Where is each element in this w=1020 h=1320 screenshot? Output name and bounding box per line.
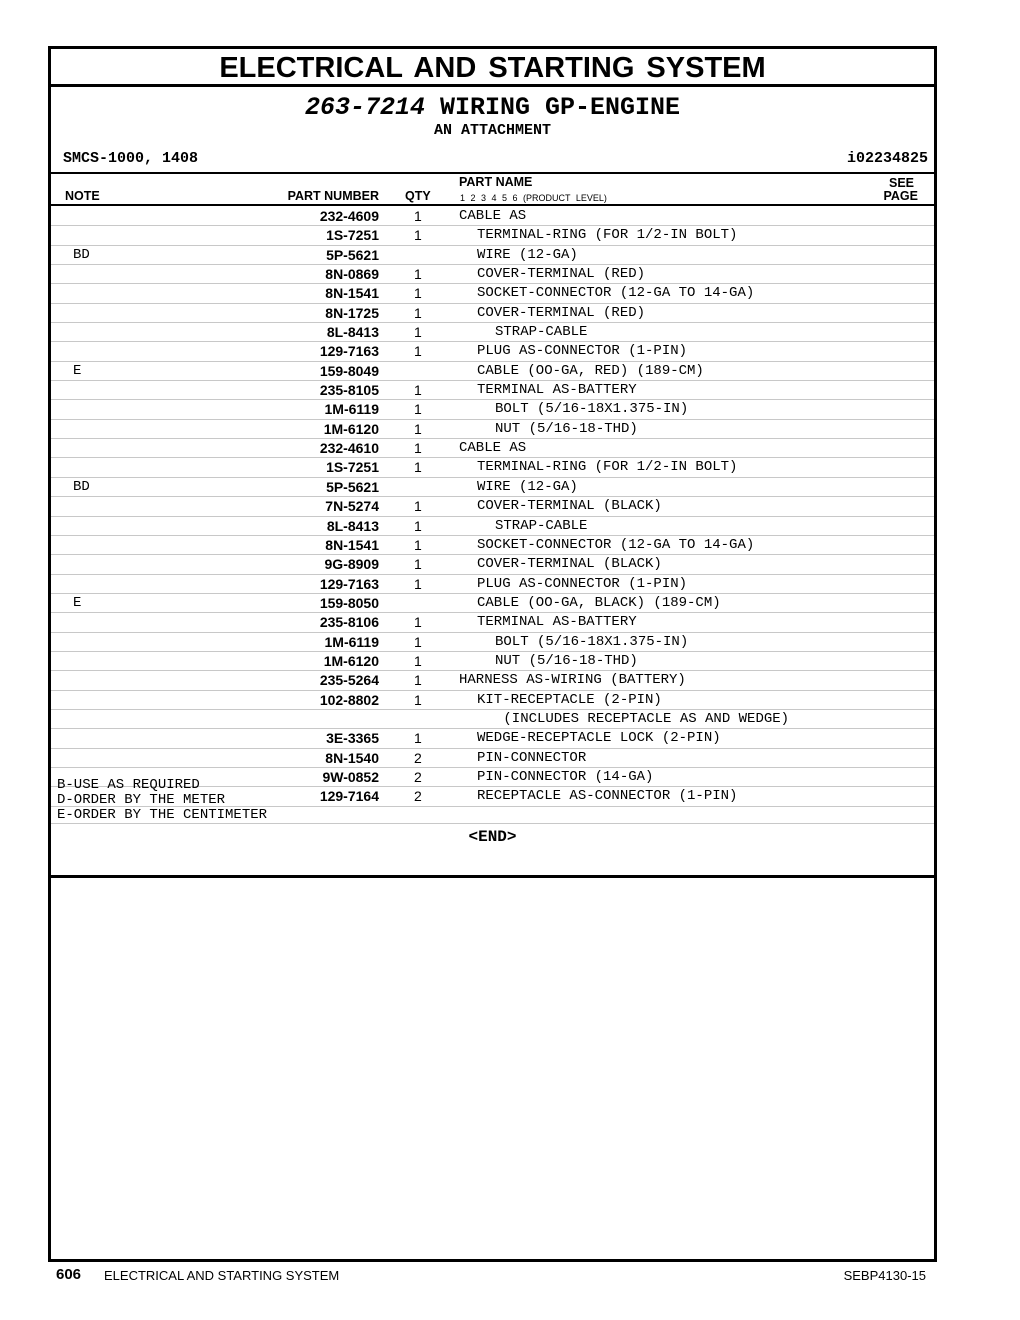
row-note: BD [73, 246, 90, 263]
row-part-number: 9G-8909 [324, 556, 379, 573]
row-qty: 1 [414, 556, 422, 573]
section-title: ELECTRICAL AND STARTING SYSTEM [51, 49, 934, 87]
row-part-name: BOLT (5/16-18X1.375-IN) [495, 401, 689, 418]
table-row [51, 478, 934, 497]
table-row [51, 381, 934, 400]
table-row [51, 226, 934, 245]
row-part-name: KIT-RECEPTACLE (2-PIN) [477, 691, 662, 708]
row-note: E [73, 362, 82, 379]
row-note: E [73, 594, 82, 611]
row-qty: 1 [414, 266, 422, 283]
row-qty: 1 [414, 285, 422, 302]
column-header-part-number: PART NUMBER [287, 189, 379, 203]
table-row [51, 497, 934, 516]
header-bottom-rule [51, 204, 934, 206]
row-part-name: CABLE AS [459, 208, 527, 224]
table-row [51, 536, 934, 555]
row-part-number: 7N-5274 [325, 498, 379, 515]
row-part-number: 232-4609 [319, 208, 379, 224]
row-part-name: TERMINAL-RING (FOR 1/2-IN BOLT) [477, 227, 738, 244]
row-part-name: PLUG AS-CONNECTOR (1-PIN) [477, 343, 688, 360]
row-qty: 1 [414, 343, 422, 360]
table-row [51, 304, 934, 323]
table-row [51, 439, 934, 458]
row-qty: 1 [414, 517, 422, 534]
notes-list [57, 778, 267, 823]
row-part-number: 129-7164 [319, 788, 379, 805]
row-qty: 1 [414, 420, 422, 437]
row-part-name: COVER-TERMINAL (RED) [477, 304, 646, 321]
parts-table [51, 207, 934, 807]
row-part-number: 159-8049 [319, 362, 379, 379]
row-qty: 1 [414, 324, 422, 341]
group-title [51, 94, 934, 122]
group-subtitle: AN ATTACHMENT [433, 122, 552, 139]
table-row [51, 400, 934, 419]
row-part-name: COVER-TERMINAL (BLACK) [477, 556, 662, 573]
table-row [51, 420, 934, 439]
row-part-name: SOCKET-CONNECTOR (12-GA TO 14-GA) [477, 536, 755, 553]
table-row [51, 362, 934, 381]
row-part-number: 1M-6119 [324, 633, 379, 650]
column-header-qty: QTY [405, 189, 431, 203]
table-row [51, 246, 934, 265]
column-header-part-name: PART NAME [459, 175, 533, 189]
row-part-number: 129-7163 [319, 575, 379, 592]
row-part-number: 235-8106 [319, 614, 379, 631]
group-name: WIRING GP-ENGINE [440, 93, 681, 122]
row-part-number: 235-8105 [319, 382, 379, 399]
row-part-number: 8N-1541 [325, 285, 379, 302]
row-part-number: 102-8802 [319, 691, 379, 708]
row-qty: 1 [414, 459, 422, 476]
smcs-code: SMCS-1000, 1408 [63, 150, 199, 167]
row-qty: 1 [414, 614, 422, 631]
row-qty: 1 [414, 691, 422, 708]
table-row [51, 652, 934, 671]
row-part-number: 232-4610 [319, 440, 379, 457]
illustration-id: i02234825 [846, 150, 928, 167]
row-qty: 1 [414, 304, 422, 321]
column-header-product-levels: 1 2 3 4 5 6 (PRODUCT LEVEL) [460, 193, 607, 203]
table-row [51, 517, 934, 536]
content-bottom-rule [51, 875, 934, 878]
row-qty: 1 [414, 730, 422, 747]
row-qty: 1 [414, 652, 422, 669]
row-qty: 2 [414, 749, 422, 766]
row-qty: 1 [414, 498, 422, 515]
row-part-number: 1M-6120 [323, 652, 379, 669]
row-qty: 2 [414, 768, 422, 785]
row-part-name: COVER-TERMINAL (BLACK) [477, 498, 662, 515]
row-qty: 1 [414, 575, 422, 592]
row-part-number: 8N-1541 [325, 536, 379, 553]
row-part-number: 5P-5621 [326, 478, 379, 495]
row-part-name: PLUG AS-CONNECTOR (1-PIN) [477, 575, 688, 592]
row-part-name: STRAP-CABLE [495, 324, 588, 341]
row-part-name: PIN-CONNECTOR [477, 749, 587, 766]
table-row [51, 342, 934, 361]
column-header-page: PAGE [883, 189, 918, 203]
table-row [51, 575, 934, 594]
note-b: B-USE AS REQUIRED [57, 777, 200, 793]
table-row [51, 691, 934, 710]
column-header-note: NOTE [65, 189, 100, 203]
row-part-name: WIRE (12-GA) [477, 478, 578, 495]
row-part-name: CABLE (OO-GA, RED) (189-CM) [477, 362, 704, 379]
row-part-name: COVER-TERMINAL (RED) [477, 266, 646, 283]
row-part-number: 8N-1540 [325, 749, 379, 766]
notes-divider [51, 823, 934, 824]
row-part-name: RECEPTACLE AS-CONNECTOR (1-PIN) [477, 788, 738, 805]
row-part-name: WEDGE-RECEPTACLE LOCK (2-PIN) [477, 730, 721, 747]
row-part-number: 3E-3365 [326, 730, 379, 747]
footer-section: ELECTRICAL AND STARTING SYSTEM [104, 1268, 340, 1283]
table-row [51, 749, 934, 768]
table-row [51, 458, 934, 477]
table-row [51, 594, 934, 613]
row-qty: 1 [414, 633, 422, 650]
row-note: BD [73, 478, 90, 495]
table-row [51, 710, 934, 729]
row-part-name: TERMINAL AS-BATTERY [477, 382, 637, 399]
table-row [51, 633, 934, 652]
table-row [51, 323, 934, 342]
table-row [51, 613, 934, 632]
row-qty: 2 [414, 788, 422, 805]
group-number: 263-7214 [304, 93, 425, 122]
row-part-name: STRAP-CABLE [495, 517, 588, 534]
row-qty: 1 [414, 208, 422, 224]
row-qty: 1 [414, 382, 422, 399]
row-part-name: (INCLUDES RECEPTACLE AS AND WEDGE) [495, 710, 790, 727]
row-part-number: 8N-0869 [325, 266, 379, 283]
header-top-rule [51, 172, 934, 174]
row-qty: 1 [414, 227, 422, 244]
row-part-number: 1S-7251 [326, 459, 379, 476]
table-row [51, 284, 934, 303]
end-marker: <END> [468, 828, 517, 846]
row-part-number: 8L-8413 [326, 324, 379, 341]
row-part-number: 159-8050 [319, 594, 379, 611]
row-part-name: CABLE (OO-GA, BLACK) (189-CM) [477, 594, 721, 611]
note-e: E-ORDER BY THE CENTIMETER [57, 807, 268, 823]
table-row [51, 671, 934, 690]
row-part-number: 5P-5621 [326, 246, 379, 263]
column-header-see: SEE [888, 176, 914, 190]
row-part-number: 1S-7251 [326, 227, 379, 244]
row-part-name: TERMINAL-RING (FOR 1/2-IN BOLT) [477, 459, 738, 476]
row-qty: 1 [414, 401, 422, 418]
row-part-name: HARNESS AS-WIRING (BATTERY) [459, 672, 686, 689]
row-part-number: 1M-6120 [323, 420, 379, 437]
row-qty: 1 [414, 440, 422, 457]
row-part-name: SOCKET-CONNECTOR (12-GA TO 14-GA) [477, 285, 755, 302]
row-part-name: NUT (5/16-18-THD) [495, 420, 638, 437]
row-part-number: 8N-1725 [325, 304, 379, 321]
table-row [51, 729, 934, 748]
row-part-name: CABLE AS [459, 440, 527, 457]
row-part-name: TERMINAL AS-BATTERY [477, 614, 637, 631]
row-part-number: 8L-8413 [326, 517, 379, 534]
page-frame [48, 46, 937, 1262]
row-part-name: PIN-CONNECTOR (14-GA) [477, 768, 654, 785]
row-part-name: BOLT (5/16-18X1.375-IN) [495, 633, 689, 650]
row-qty: 1 [414, 672, 422, 689]
row-part-number: 1M-6119 [324, 401, 379, 418]
table-row [51, 265, 934, 284]
page-number: 606 [56, 1266, 82, 1283]
table-row [51, 207, 934, 226]
table-row [51, 555, 934, 574]
note-d: D-ORDER BY THE METER [57, 792, 226, 808]
row-part-name: WIRE (12-GA) [477, 246, 578, 263]
row-part-name: NUT (5/16-18-THD) [495, 652, 638, 669]
row-part-number: 9W-0852 [322, 768, 379, 785]
footer-doc-id: SEBP4130-15 [843, 1268, 926, 1283]
row-part-number: 129-7163 [319, 343, 379, 360]
row-part-number: 235-5264 [319, 672, 379, 689]
row-qty: 1 [414, 536, 422, 553]
